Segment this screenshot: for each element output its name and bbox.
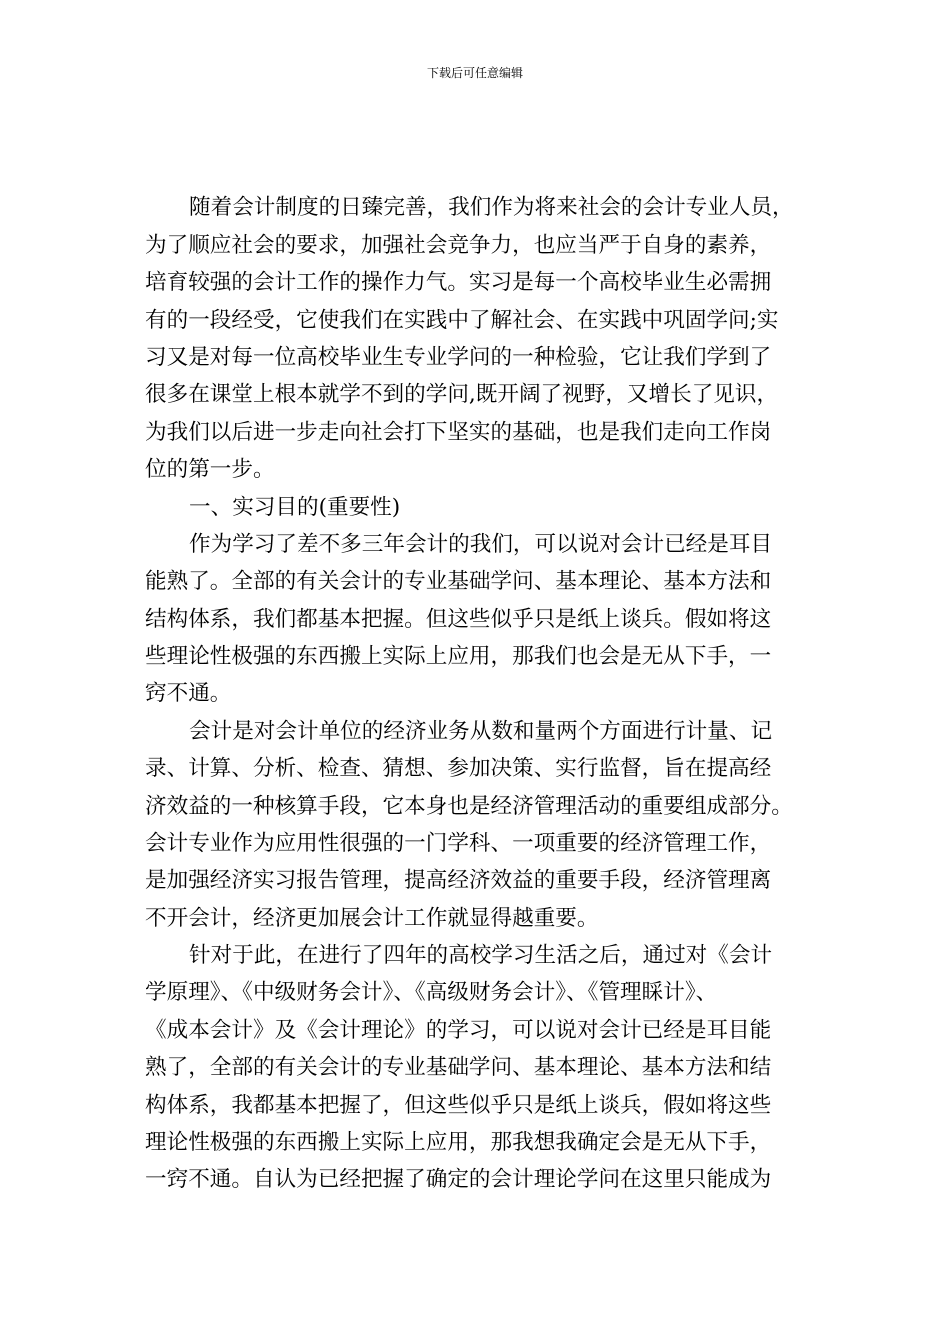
text-line: 录、计算、分析、检查、猜想、参加决策、实行监督，旨在提高经 bbox=[145, 756, 772, 781]
text-line: 会计是对会计单位的经济业务从数和量两个方面进行计量、记 bbox=[189, 719, 773, 744]
page-header: 下载后可任意编辑 bbox=[426, 66, 523, 80]
text-line: 一窍不通。自认为已经把握了确定的会计理论学问在这里只能成为 bbox=[145, 1167, 772, 1192]
text-line: 熟了，全部的有关会计的专业基础学问、基本理论、基本方法和结 bbox=[145, 1055, 772, 1080]
text-line: 会计专业作为应用性很强的一门学科、一项重要的经济管理工作， bbox=[145, 831, 772, 856]
text-line: 些理论性极强的东西搬上实际上应用，那我们也会是无从下手，一 bbox=[145, 644, 772, 669]
text-line: 学原理》、《中级财务会计》、《高级财务会计》、《管理睬计》、 bbox=[145, 980, 718, 1005]
text-line: 《成本会计》及《会计理论》的学习，可以说对会计已经是耳目能 bbox=[145, 1018, 772, 1043]
text-line: 是加强经济实习报告管理，提高经济效益的重要手段，经济管理离 bbox=[145, 868, 772, 893]
text-line: 习又是对每一位高校毕业生专业学问的一种检验，它让我们学到了 bbox=[145, 345, 772, 370]
text-line: 济效益的一种核算手段，它本身也是经济管理活动的重要组成部分。 bbox=[145, 794, 793, 819]
text-line: 为我们以后进一步走向社会打下坚实的基础，也是我们走向工作岗 bbox=[145, 420, 772, 445]
text-line: 随着会计制度的日臻完善，我们作为将来社会的会计专业人员， bbox=[189, 195, 794, 220]
text-line: 不开会计，经济更加展会计工作就显得越重要。 bbox=[145, 906, 599, 931]
section-heading: 一、实习目的(重要性) bbox=[189, 495, 401, 520]
text-line: 位的第一步。 bbox=[145, 457, 275, 482]
text-line: 构体系，我都基本把握了，但这些似乎只是纸上谈兵，假如将这些 bbox=[145, 1093, 772, 1118]
text-line: 能熟了。全部的有关会计的专业基础学问、基本理论、基本方法和 bbox=[145, 569, 772, 594]
text-line: 有的一段经受，它使我们在实践中了解社会、在实践中巩固学问;实 bbox=[145, 308, 779, 333]
text-line: 作为学习了差不多三年会计的我们，可以说对会计已经是耳目 bbox=[189, 532, 773, 557]
text-line: 窍不通。 bbox=[145, 681, 232, 706]
text-line: 针对于此，在进行了四年的高校学习生活之后，通过对《会计 bbox=[189, 943, 773, 968]
text-line: 理论性极强的东西搬上实际上应用，那我想我确定会是无从下手， bbox=[145, 1130, 772, 1155]
text-line: 为了顺应社会的要求，加强社会竞争力，也应当严于自身的素养， bbox=[145, 233, 772, 258]
text-line: 很多在课堂上根本就学不到的学问,既开阔了视野，又增长了见识， bbox=[145, 382, 779, 407]
text-line: 结构体系，我们都基本把握。但这些似乎只是纸上谈兵。假如将这 bbox=[145, 607, 772, 632]
text-line: 培育较强的会计工作的操作力气。实习是每一个高校毕业生必需拥 bbox=[145, 270, 772, 295]
